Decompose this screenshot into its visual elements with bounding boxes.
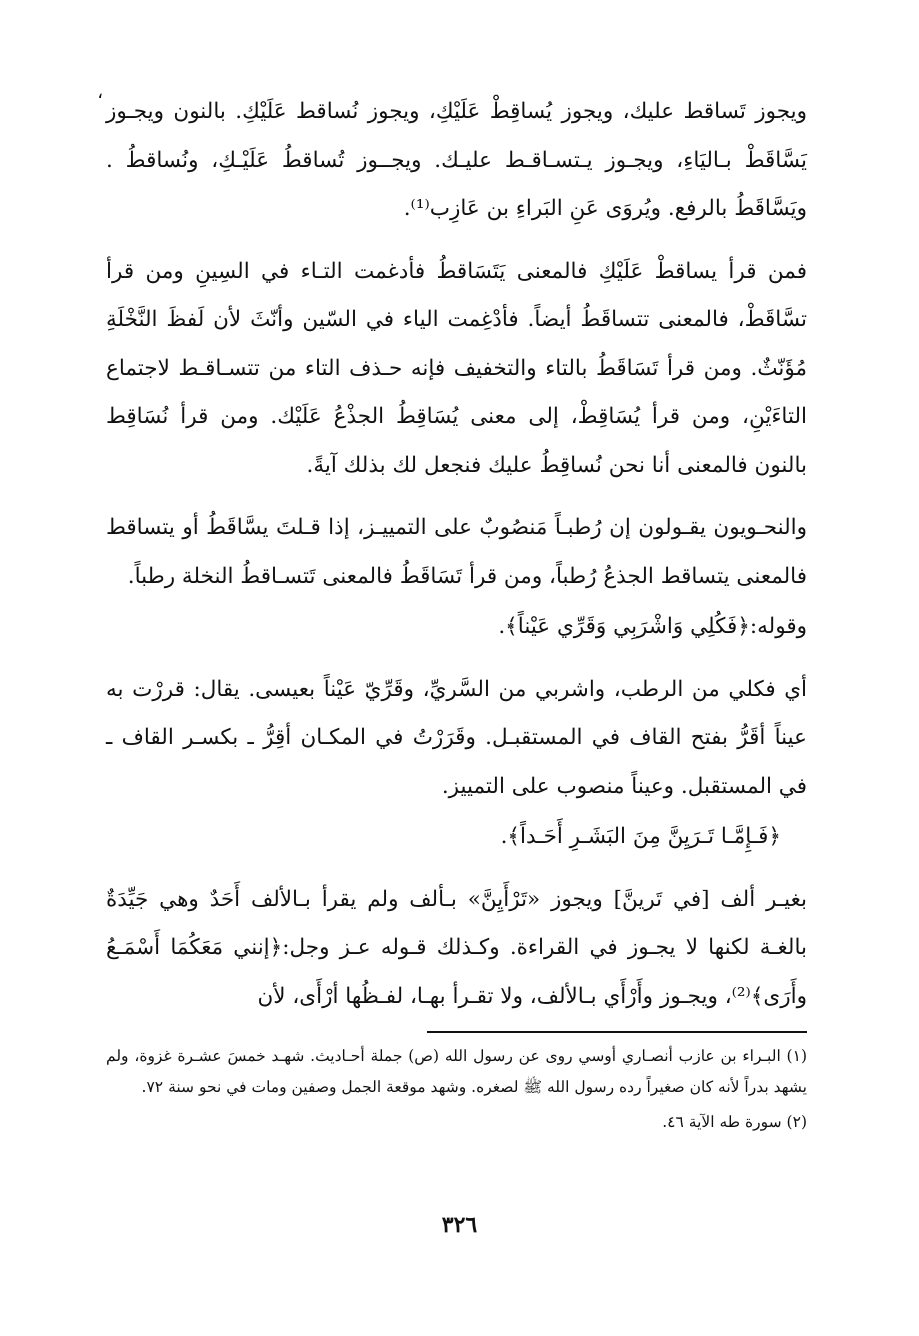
footnote-divider bbox=[427, 1031, 807, 1033]
page-number: ٣٢٦ bbox=[441, 1212, 478, 1238]
paragraph-4: أي فكلي من الرطب، واشربي من السَّريِّ، وقَرِّيّ عَيْناً بعيسى. يقال: قررْت به عيناً أقَرُّ بفتح القاف في المستقبـل. وقَرَرْتُ في المكـان أقِرُّ ـ بكسـر القاف ـ في المستقبل. وعيناً منصوب على التمييز. bbox=[106, 676, 807, 799]
footnotes bbox=[106, 1041, 807, 1138]
quran-quote-1: وقوله:﴿فَكُلِي وَاشْرَبِي وَقَرِّي عَيْناً﴾. bbox=[498, 614, 807, 639]
footnote-2: (٢) سورة طه الآية ٤٦. bbox=[662, 1113, 807, 1131]
quran-quote-2: ﴿فَـإِمَّـا تَـرَيِنَّ مِنَ البَشَـرِ أَحَـداً﴾. bbox=[500, 824, 781, 849]
footnote-divider-wrap bbox=[106, 1021, 807, 1041]
paragraph-1: ويجوز تَساقط عليك، ويجوز يُساقِطْ عَلَيْكِ، ويجوز نُساقط عَلَيْكِ. بالنون ويجـوز يَسَّاقَطْ بـاليَاءِ، ويجـوز يـتسـاقـط عليـك. ويجــوز تُساقطُ عَلَيْـكِ، ونُساقطُ . ويَسَّاقَطُ بالرفع. ويُروَى عَنِ البَراءِ بن عَازِب⁽¹⁾. bbox=[106, 99, 807, 221]
main-text bbox=[106, 88, 807, 1021]
paragraph-2: فمن قرأ يساقطْ عَلَيْكِ فالمعنى يَتَسَاقطُ فأدغمت التـاء في السِينِ ومن قرأ تسَّاقَطْ، فالمعنى تتساقَطُ أيضاً. فأدْغِمت الياء في السّين وأنّثَ لأن لَفظَ النَّخْلَةِ مُؤَنّثٌ. ومن قرأ تَسَاقَطُ بالتاء والتخفيف فإنه حـذف التاء من تتسـاقـط لاجتماع التاءَيْنِ، ومن قرأ يُسَاقِطْ، إلى معنى يُسَاقِطُ الجذْعُ عَلَيْك. ومن قرأ نُسَاقِط بالنون فالمعنى أنا نحن نُساقِطُ عليك فنجعل لك بذلك آيةً. bbox=[106, 258, 807, 478]
stray-mark: ، bbox=[97, 82, 103, 103]
footnote-1: (١) البـراء بن عازب أنصـاري أوسي روى عن رسول الله (ص) جملة أحـاديث. شهـد خمسَ عشـرة غزوة، ولم يشهد بدراً لأنه كان صغيراً رده رسول الله ﷺ لصغره. وشهد موقعة الجمل وصفين ومات في نحو سنة ٧٢. bbox=[106, 1047, 807, 1096]
paragraph-5: بغيـر ألف [في تَرينَّ] ويجوز «تَرْأَيِنَّ» بـألف ولم يقرأ بـالألف أَحَدٌ وهي جَيِّدَةٌ بالغـة لكنها لا يجـوز في القراءة. وكـذلك قـوله عـز وجل:﴿إنني مَعَكُمَا أَسْمَـعُ وأَرَى﴾⁽²⁾، ويجـوز وأَرْأَي بـالألف، ولا تقـرأ بهـا، لفـظُها أرْأَى، لأن bbox=[106, 886, 807, 1009]
paragraph-3: والنحـويون يقـولون إن رُطبـاً مَنصُوبٌ على التمييـز، إذا قـلتَ يسَّاقَطُ أو يتساقط فالمعنى يتساقط الجذعُ رُطباً، ومن قرأ تَسَاقَطُ فالمعنى تَتسـاقطُ النخلة رطباً. bbox=[106, 515, 807, 589]
